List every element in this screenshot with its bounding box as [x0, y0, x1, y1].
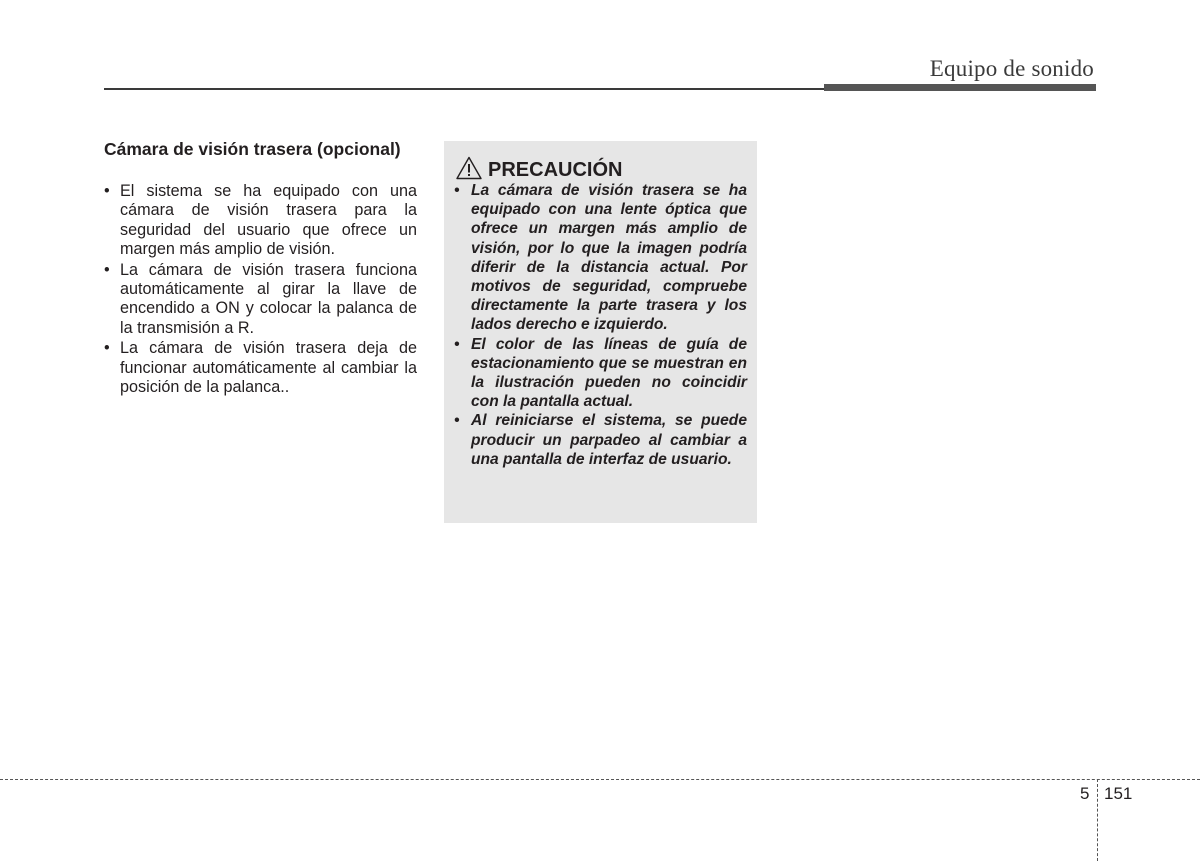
caution-item-text: El color de las líneas de guía de estacionamiento que se muestran en la ilustración pueden no coincidir con la pantalla actual. — [471, 335, 747, 411]
bullet-marker: • — [104, 260, 110, 279]
bullet-marker: • — [104, 339, 110, 358]
caution-item-text: Al reiniciarse el sistema, se puede producir un parpadeo al cambiar a una pantalla de interfaz de usuario. — [471, 412, 747, 468]
main-column — [104, 139, 417, 398]
header-section-title: Equipo de sonido — [929, 56, 1094, 81]
caution-item-text: La cámara de visión trasera se ha equipado con una lente óptica que ofrece un margen más amplio de visión, por lo que la imagen podría diferir de la distancia actual. Por motivos de seguridad, compruebe directamente la parte trasera y los lados derecho e izquierdo. — [471, 182, 747, 334]
chapter-number: 5 — [1080, 784, 1090, 803]
caution-header — [456, 153, 622, 182]
caution-box — [444, 141, 757, 523]
footer-dashed-rule — [0, 779, 1200, 780]
caution-title: PRECAUCIÓN — [488, 159, 623, 181]
caution-item — [454, 411, 747, 469]
list-item — [104, 182, 417, 260]
list-item — [104, 339, 417, 397]
page-number: 151 — [1104, 784, 1133, 803]
caution-item — [454, 181, 747, 335]
bullet-marker: • — [454, 412, 460, 430]
bullet-marker: • — [454, 335, 460, 353]
list-item-text: La cámara de visión trasera deja de funcionar automáticamente al cambiar la posición de la palanca.. — [120, 339, 417, 397]
warning-triangle-icon — [456, 156, 482, 180]
bullet-marker: • — [454, 182, 460, 199]
bullet-marker: • — [104, 182, 110, 200]
footer-dashed-divider — [1097, 779, 1098, 861]
caution-item — [454, 335, 747, 412]
header-rule-thick — [824, 84, 1096, 91]
header-rule-thin — [104, 88, 824, 90]
list-item-text: La cámara de visión trasera funciona automáticamente al girar la llave de encendido a ON y colocar la palanca de la transmisión a R. — [120, 260, 417, 337]
list-item-text: El sistema se ha equipado con una cámara de visión trasera para la seguridad del usuario que ofrece un margen más amplio de visión. — [120, 182, 417, 259]
caution-list — [454, 181, 747, 469]
section-heading: Cámara de visión trasera (opcional) — [104, 139, 401, 159]
bullet-list — [104, 182, 417, 397]
list-item — [104, 261, 417, 339]
